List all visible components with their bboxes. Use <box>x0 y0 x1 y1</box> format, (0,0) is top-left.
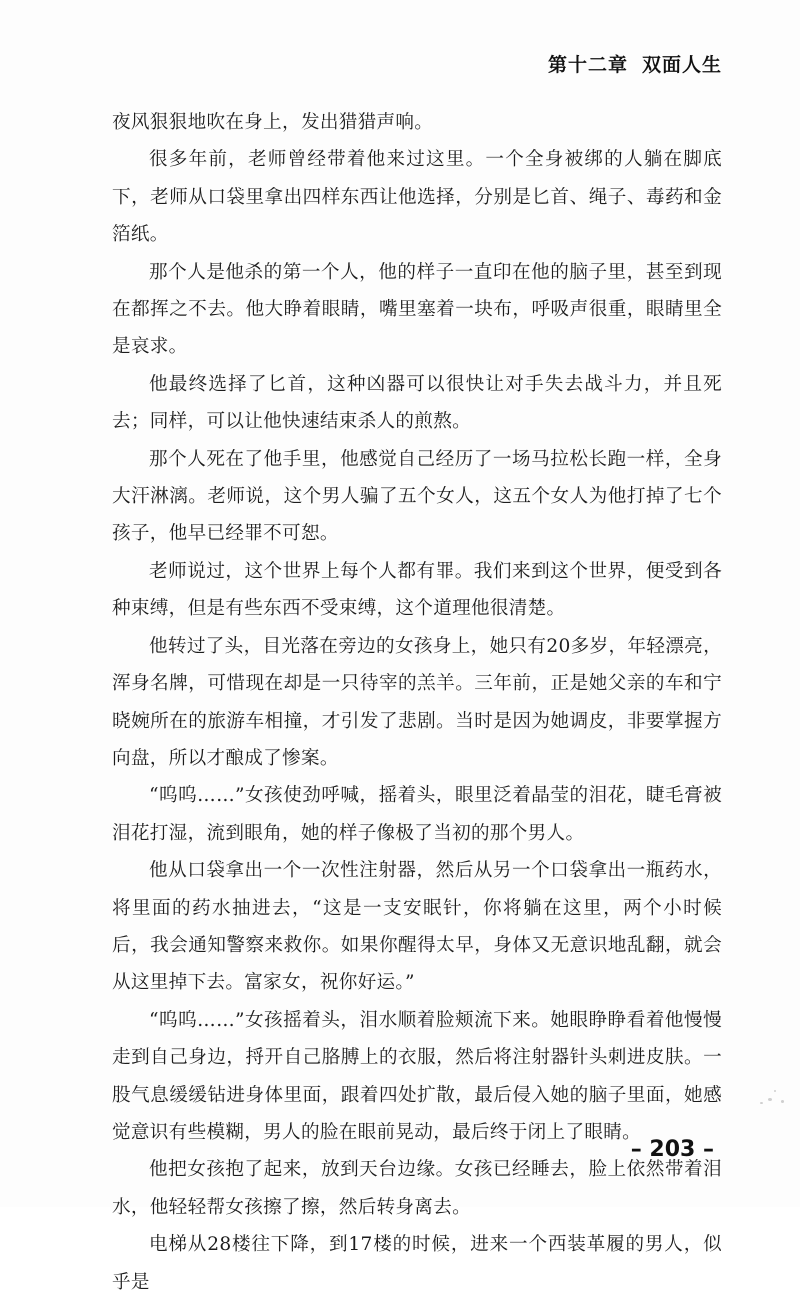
paragraph: 他最终选择了匕首，这种凶器可以很快让对手失去战斗力，并且死去；同样，可以让他快速结束杀人的煎熬。 <box>112 373 722 433</box>
paragraph: 很多年前，老师曾经带着他来过这里。一个全身被绑的人躺在脚底下，老师从口袋里拿出四样东西让他选择，分别是匕首、绳子、毒药和金箔纸。 <box>112 149 722 246</box>
paragraph: 那个人是他杀的第一个人，他的样子一直印在他的脑子里，甚至到现在都挥之不去。他大睁着眼睛，嘴里塞着一块布，呼吸声很重，眼睛里全是哀求。 <box>112 261 722 358</box>
paragraph: 夜风狠狠地吹在身上，发出猎猎声响。 <box>112 112 434 133</box>
running-header <box>548 50 722 77</box>
chapter-title: 双面人生 <box>641 54 722 76</box>
body-text <box>112 104 722 1301</box>
paragraph: 老师说过，这个世界上每个人都有罪。我们来到这个世界，便受到各种束缚，但是有些东西不受束缚，这个道理他很清楚。 <box>112 560 722 620</box>
paragraph: “呜呜……”女孩摇着头，泪水顺着脸颊流下来。她眼睁睁看着他慢慢走到自己身边，捋开自己胳膊上的衣服，然后将注射器针头刺进皮肤。一股气息缓缓钻进身体里面，跟着四处扩散，最后侵入她的脑子里面，她感觉意识有些模糊，男人的脸在眼前晃动，最后终于闭上了眼睛。 <box>112 1009 722 1143</box>
paragraph: “呜呜……”女孩使劲呼喊，摇着头，眼里泛着晶莹的泪花，睫毛膏被泪花打湿，流到眼角，她的样子像极了当初的那个男人。 <box>112 785 722 844</box>
scan-speck <box>760 1102 763 1104</box>
scan-speck <box>774 1090 776 1092</box>
chapter-number: 第十二章 <box>547 54 628 76</box>
paragraph: 电梯从28楼往下降，到17楼的时候，进来一个西装革履的男人，似乎是 <box>112 1234 722 1293</box>
scan-speck <box>768 1098 772 1101</box>
paragraph: 他从口袋拿出一个一次性注射器，然后从另一个口袋拿出一瓶药水，将里面的药水抽进去，“这是一支安眠针，你将躺在这里，两个小时候后，我会通知警察来救你。如果你醒得太早，身体又无意识地乱翻，就会从这里掉下去。富家女，祝你好运。” <box>112 860 722 994</box>
paragraph: 他转过了头，目光落在旁边的女孩身上，她只有20多岁，年轻漂亮，浑身名牌，可惜现在却是一只待宰的羔羊。三年前，正是她父亲的车和宁晓婉所在的旅游车相撞，才引发了悲剧。当时是因为她调皮，非要掌握方向盘，所以才酿成了惨案。 <box>112 635 722 769</box>
paragraph: 他把女孩抱了起来，放到天台边缘。女孩已经睡去，脸上依然带着泪水，他轻轻帮女孩擦了擦，然后转身离去。 <box>112 1159 722 1218</box>
scan-speck <box>781 1100 784 1103</box>
page-number: – 203 – <box>630 1137 714 1162</box>
paragraph: 那个人死在了他手里，他感觉自己经历了一场马拉松长跑一样，全身大汗淋漓。老师说，这个男人骗了五个女人，这五个女人为他打掉了七个孩子，他早已经罪不可恕。 <box>112 448 722 545</box>
